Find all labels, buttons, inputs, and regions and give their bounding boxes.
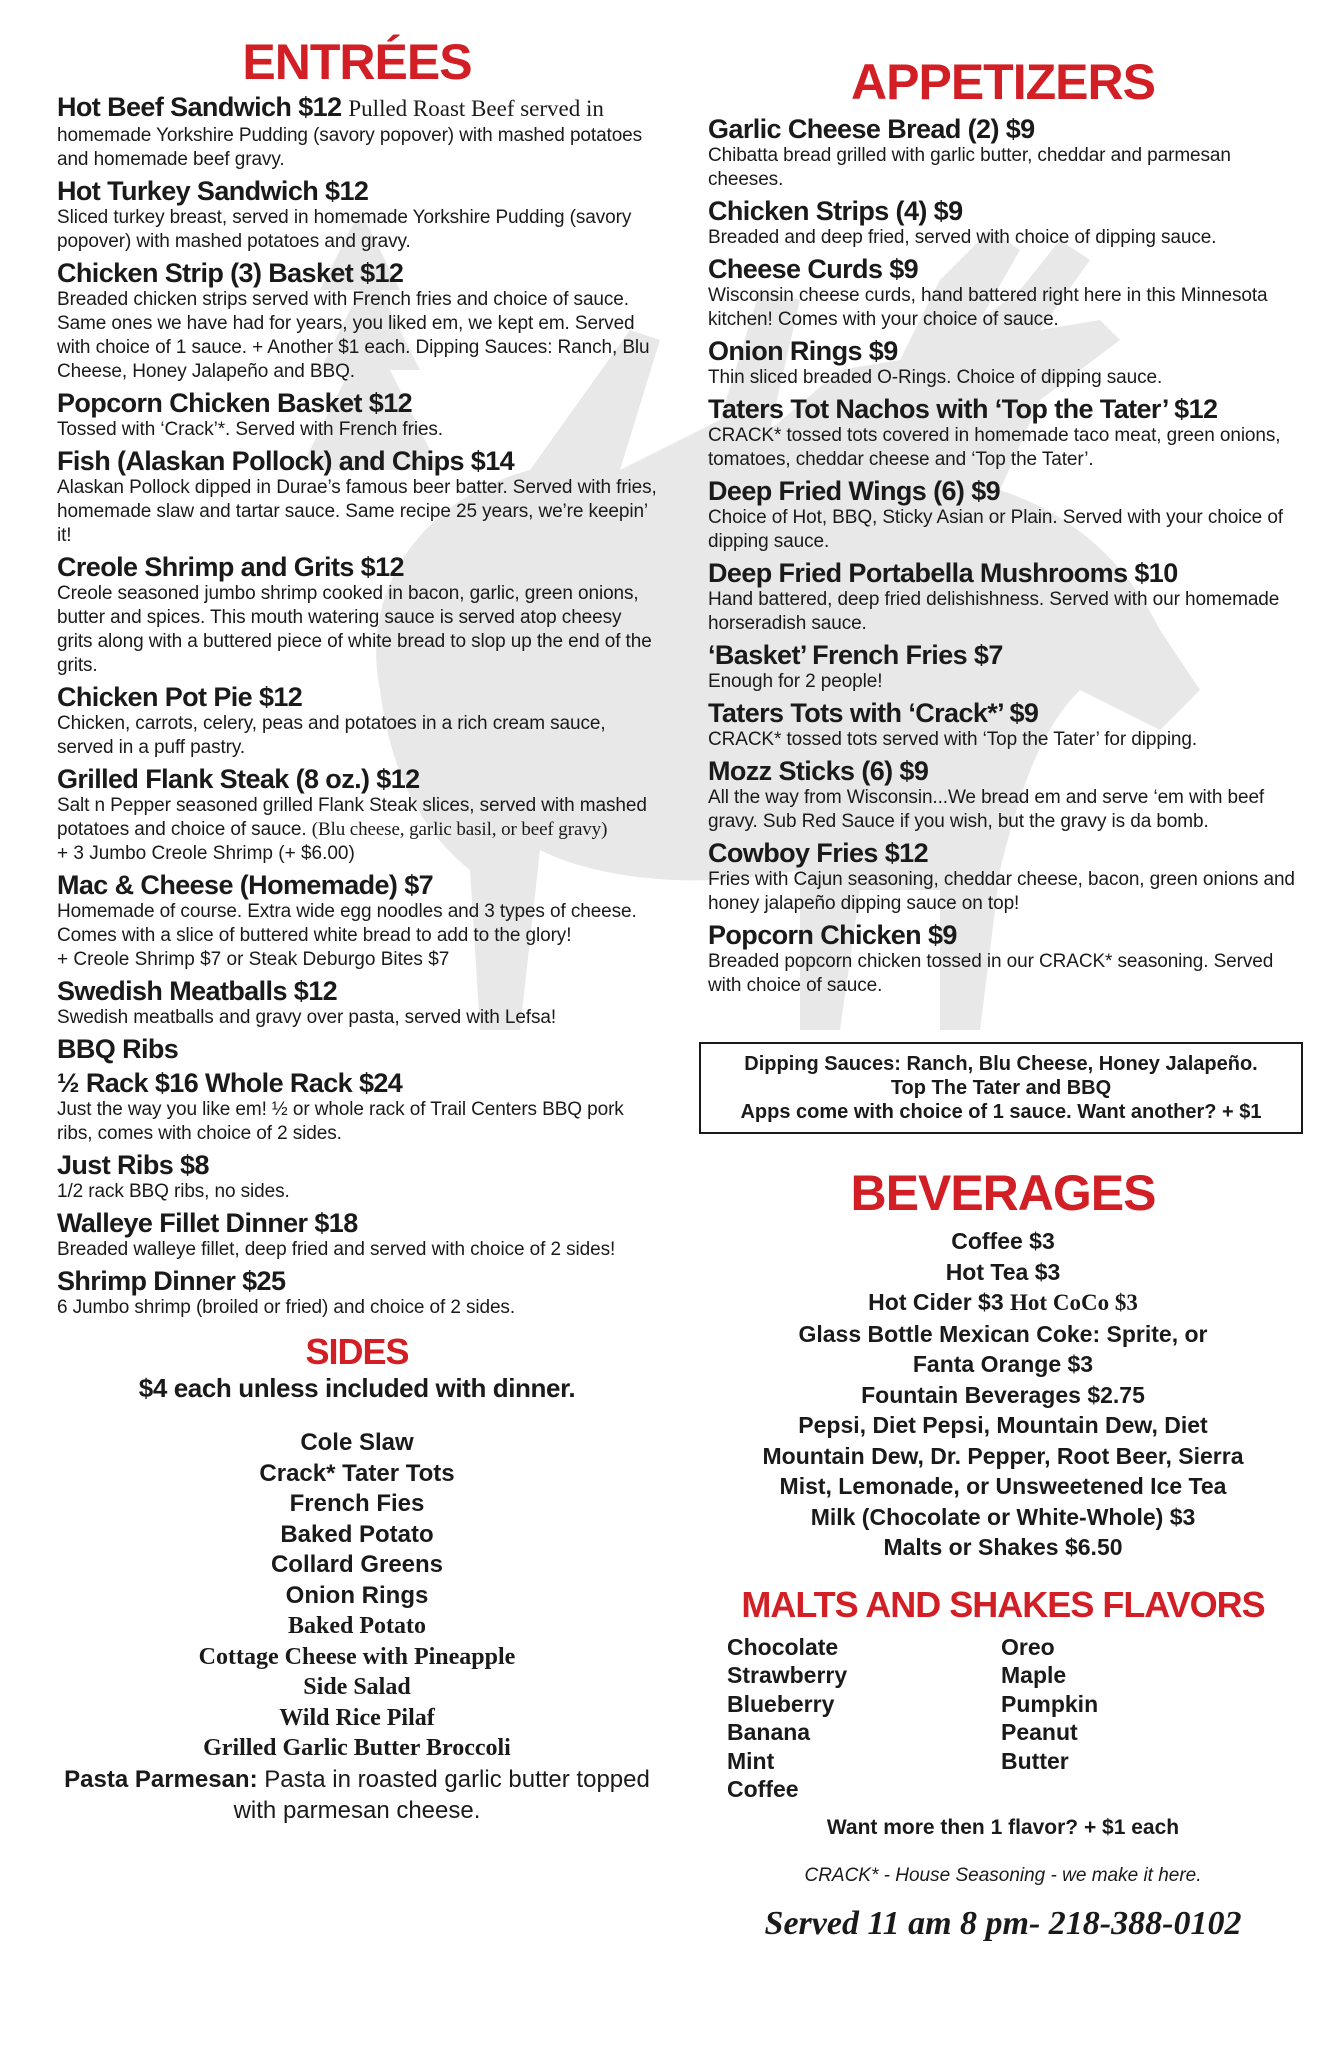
side-item: Onion Rings [285, 1581, 429, 1609]
side-item: Grilled Garlic Butter Broccoli [203, 1735, 511, 1761]
beverage-line: Milk (Chocolate or White-Whole) $3 [810, 1503, 1196, 1530]
flavors-col-1 [727, 1633, 1001, 1804]
beverages-list [708, 1226, 1298, 1563]
entree-desc: Chicken, carrots, celery, peas and potatoes in a rich cream sauce, served in a puff pastry. [57, 713, 606, 758]
side-item: Collard Greens [270, 1551, 444, 1578]
malts-title: MALTS AND SHAKES FLAVORS [741, 1583, 1265, 1625]
side-item: Wild Rice Pilaf [279, 1704, 435, 1731]
entree-inline-desc: Pulled Roast Beef served in [348, 96, 604, 121]
appetizer-item [708, 920, 1298, 998]
beverage-line [708, 1287, 1298, 1319]
appetizer-item [708, 476, 1298, 554]
sides-subtitle: $4 each unless included with dinner. [138, 1373, 576, 1403]
appetizer-item [708, 640, 1298, 694]
entree-item [57, 1068, 657, 1146]
entree-desc: Salt n Pepper seasoned grilled Flank Steak slices, served with mashed potatoes and choice of sauce. [57, 795, 647, 840]
dipping-line: Top The Tater and BBQ [890, 1077, 1112, 1099]
entree-desc: Alaskan Pollock dipped in Durae’s famous beer batter. Served with fries, homemade slaw and tartar sauce. Same recipe 25 years, we’re keepin’ it! [57, 477, 657, 546]
side-item: Baked Potato [288, 1613, 426, 1639]
appetizer-name: Taters Tot Nachos with ‘Top the Tater’ $12 [708, 394, 1218, 424]
appetizer-name: Popcorn Chicken $9 [708, 920, 957, 950]
side-item: Cole Slaw [300, 1429, 414, 1456]
flavor-item: Banana [727, 1719, 811, 1745]
entree-desc: Breaded chicken strips served with French fries and choice of sauce. Same ones we have had for years, you liked em, we kept em. Served with choice of 1 sauce. + Another $1 each. Dipping Sauces: Ranch, Blu Cheese, Honey Jalapeño and BBQ. [57, 289, 650, 382]
entree-item [57, 1208, 657, 1262]
flavor-item: Butter [1001, 1747, 1069, 1774]
entree-item [57, 388, 657, 442]
flavor-item: Chocolate [727, 1633, 839, 1660]
side-item: Side Salad [303, 1674, 411, 1700]
appetizer-desc: Chibatta bread grilled with garlic butter, cheddar and parmesan cheeses. [708, 145, 1231, 190]
beverage-line: Malts or Shakes $6.50 [883, 1534, 1123, 1560]
entree-name: Chicken Pot Pie $12 [57, 682, 303, 712]
right-column [708, 56, 1298, 1944]
appetizer-item [708, 756, 1298, 834]
appetizer-name: Onion Rings $9 [708, 336, 898, 366]
extra-flavor-note: Want more then 1 flavor? + $1 each [826, 1815, 1180, 1839]
entree-name: Grilled Flank Steak (8 oz.) $12 [57, 764, 420, 794]
flavor-item: Oreo [1001, 1633, 1055, 1660]
entree-item [57, 176, 657, 254]
entree-desc: Creole seasoned jumbo shrimp cooked in bacon, garlic, green onions, butter and spices. This mouth watering sauce is served atop cheesy grits along with a buttered piece of white bread to slop up the end of the grits. [57, 583, 652, 676]
entree-addon: + 3 Jumbo Creole Shrimp (+ $6.00) [57, 843, 355, 864]
flavor-item: Blueberry [727, 1690, 835, 1717]
beverage-line: Pepsi, Diet Pepsi, Mountain Dew, Diet [798, 1412, 1208, 1438]
entree-item [57, 870, 657, 972]
beverage-line: Fanta Orange $3 [912, 1351, 1094, 1377]
entree-name: Creole Shrimp and Grits $12 [57, 552, 404, 582]
appetizer-item [708, 394, 1298, 472]
beverage-line: Glass Bottle Mexican Coke: Sprite, or [798, 1320, 1208, 1347]
appetizers-title: APPETIZERS [851, 54, 1155, 110]
appetizer-desc: Wisconsin cheese curds, hand battered right here in this Minnesota kitchen! Comes with your choice of sauce. [708, 285, 1268, 330]
entree-item [57, 446, 657, 548]
appetizer-name: ‘Basket’ French Fries $7 [708, 640, 1003, 670]
appetizer-name: Mozz Sticks (6) $9 [708, 756, 929, 786]
entree-item [57, 976, 657, 1030]
entree-item [57, 552, 657, 678]
entree-name: Hot Beef Sandwich $12 [57, 92, 342, 122]
side-item: Cottage Cheese with Pineapple [198, 1643, 516, 1670]
appetizer-desc: Breaded and deep fried, served with choice of dipping sauce. [708, 227, 1217, 248]
appetizer-name: Cheese Curds $9 [708, 254, 919, 284]
appetizer-item [708, 254, 1298, 332]
left-column [57, 36, 657, 1826]
entree-name: Walleye Fillet Dinner $18 [57, 1208, 358, 1238]
dipping-line: Apps come with choice of 1 sauce. Want another? + $1 [740, 1101, 1262, 1123]
sides-title: SIDES [305, 1331, 409, 1372]
beverage-line: Mountain Dew, Dr. Pepper, Root Beer, Sierra [762, 1442, 1244, 1469]
flavors-col-2 [1001, 1633, 1275, 1804]
pasta-parmesan [57, 1764, 657, 1826]
crack-note: CRACK* - House Seasoning - we make it here. [804, 1864, 1202, 1886]
appetizer-item [708, 114, 1298, 192]
entree-desc: Homemade of course. Extra wide egg noodles and 3 types of cheese. Comes with a slice of buttered white bread to add to the glory! [57, 901, 637, 946]
appetizer-desc: Choice of Hot, BBQ, Sticky Asian or Plain. Served with your choice of dipping sauce. [708, 507, 1283, 552]
appetizer-desc: Hand battered, deep fried delishishness. Served with our homemade horseradish sauce. [708, 589, 1280, 634]
beverage-line: Hot Tea $3 [945, 1258, 1061, 1285]
flavor-item: Pumpkin [1001, 1690, 1099, 1717]
appetizer-item [708, 336, 1298, 390]
sides-list [57, 1428, 657, 1764]
flavors-list [727, 1633, 1298, 1804]
entree-name: Hot Turkey Sandwich $12 [57, 176, 369, 206]
appetizer-desc: Thin sliced breaded O-Rings. Choice of dipping sauce. [708, 367, 1163, 388]
dipping-line: Dipping Sauces: Ranch, Blu Cheese, Honey Jalapeño. [744, 1053, 1258, 1075]
entree-name: Popcorn Chicken Basket $12 [57, 388, 413, 418]
beverages-title: BEVERAGES [850, 1165, 1156, 1221]
appetizer-desc: Fries with Cajun seasoning, cheddar cheese, bacon, green onions and honey jalapeño dipping sauce on top! [708, 869, 1295, 914]
flavor-item: Maple [1001, 1662, 1067, 1688]
beverage-line: Fountain Beverages $2.75 [861, 1381, 1145, 1408]
appetizer-desc: CRACK* tossed tots served with ‘Top the Tater’ for dipping. [708, 729, 1198, 750]
entree-desc: Swedish meatballs and gravy over pasta, served with Lefsa! [57, 1007, 557, 1028]
entree-item [57, 258, 657, 384]
entree-name: Swedish Meatballs $12 [57, 976, 338, 1006]
appetizer-item [708, 558, 1298, 636]
appetizer-name: Taters Tots with ‘Crack*’ $9 [708, 698, 1039, 728]
beverage-line: Mist, Lemonade, or Unsweetened Ice Tea [779, 1473, 1227, 1499]
entree-item [57, 1150, 657, 1204]
served-hours-phone: Served 11 am 8 pm- 218-388-0102 [764, 1904, 1242, 1942]
pasta-desc: Pasta in roasted garlic butter topped with parmesan cheese. [233, 1765, 650, 1824]
appetizer-desc: CRACK* tossed tots covered in homemade taco meat, green onions, tomatoes, cheddar cheese and ‘Top the Tater’. [708, 425, 1281, 470]
hot-cocoa: Hot CoCo $3 [1010, 1290, 1138, 1315]
entree-name: Shrimp Dinner $25 [57, 1266, 286, 1296]
entree-desc: homemade Yorkshire Pudding (savory popover) with mashed potatoes and homemade beef gravy. [57, 125, 643, 170]
entree-name: Chicken Strip (3) Basket $12 [57, 258, 404, 288]
entree-desc: 6 Jumbo shrimp (broiled or fried) and choice of 2 sides. [57, 1297, 516, 1318]
entree-name: ½ Rack $16 Whole Rack $24 [57, 1068, 403, 1098]
entree-item [57, 1034, 657, 1064]
appetizer-desc: All the way from Wisconsin...We bread em and serve ‘em with beef gravy. Sub Red Sauce if you wish, but the gravy is da bomb. [708, 787, 1265, 832]
flavor-item: Strawberry [727, 1662, 848, 1688]
entree-name: Mac & Cheese (Homemade) $7 [57, 870, 434, 900]
appetizer-name: Deep Fried Wings (6) $9 [708, 476, 1001, 506]
pasta-label: Pasta Parmesan: [64, 1765, 258, 1793]
appetizer-name: Garlic Cheese Bread (2) $9 [708, 114, 1035, 144]
dipping-sauces-box [699, 1042, 1303, 1134]
entree-name: BBQ Ribs [57, 1034, 179, 1064]
appetizer-name: Deep Fried Portabella Mushrooms $10 [708, 558, 1178, 588]
entree-desc: Just the way you like em! ½ or whole rack of Trail Centers BBQ pork ribs, comes with choice of 2 sides. [57, 1099, 624, 1144]
entree-desc: Breaded walleye fillet, deep fried and served with choice of 2 sides! [57, 1239, 616, 1260]
entree-item [57, 682, 657, 760]
entree-item [57, 764, 657, 866]
appetizer-item [708, 838, 1298, 916]
entree-desc: Sliced turkey breast, served in homemade Yorkshire Pudding (savory popover) with mashed potatoes and gravy. [57, 207, 632, 252]
appetizer-name: Cowboy Fries $12 [708, 838, 928, 868]
beverage-line: Coffee $3 [951, 1228, 1055, 1254]
entree-item [57, 92, 657, 172]
flavor-item: Mint [727, 1747, 775, 1774]
entree-desc: Tossed with ‘Crack’*. Served with French fries. [57, 419, 443, 440]
side-item: French Fies [289, 1490, 425, 1517]
side-item: Crack* Tater Tots [259, 1459, 455, 1487]
side-item: Baked Potato [280, 1520, 434, 1548]
entree-desc: 1/2 rack BBQ ribs, no sides. [57, 1181, 290, 1202]
appetizer-desc: Breaded popcorn chicken tossed in our CRACK* seasoning. Served with choice of sauce. [708, 951, 1274, 996]
entrees-title: ENTRÉES [242, 34, 472, 90]
entree-sauce-options: (Blu cheese, garlic basil, or beef gravy) [311, 819, 608, 840]
appetizer-name: Chicken Strips (4) $9 [708, 196, 963, 226]
hot-cider: Hot Cider $3 [868, 1289, 1004, 1315]
entree-item [57, 1266, 657, 1320]
appetizer-desc: Enough for 2 people! [708, 671, 883, 692]
flavor-item: Coffee [727, 1776, 799, 1802]
entree-name: Fish (Alaskan Pollock) and Chips $14 [57, 446, 515, 476]
appetizer-item [708, 698, 1298, 752]
flavor-item: Peanut [1001, 1719, 1078, 1745]
entree-name: Just Ribs $8 [57, 1150, 209, 1180]
appetizer-item [708, 196, 1298, 250]
entree-addon: + Creole Shrimp $7 or Steak Deburgo Bites $7 [57, 949, 450, 970]
